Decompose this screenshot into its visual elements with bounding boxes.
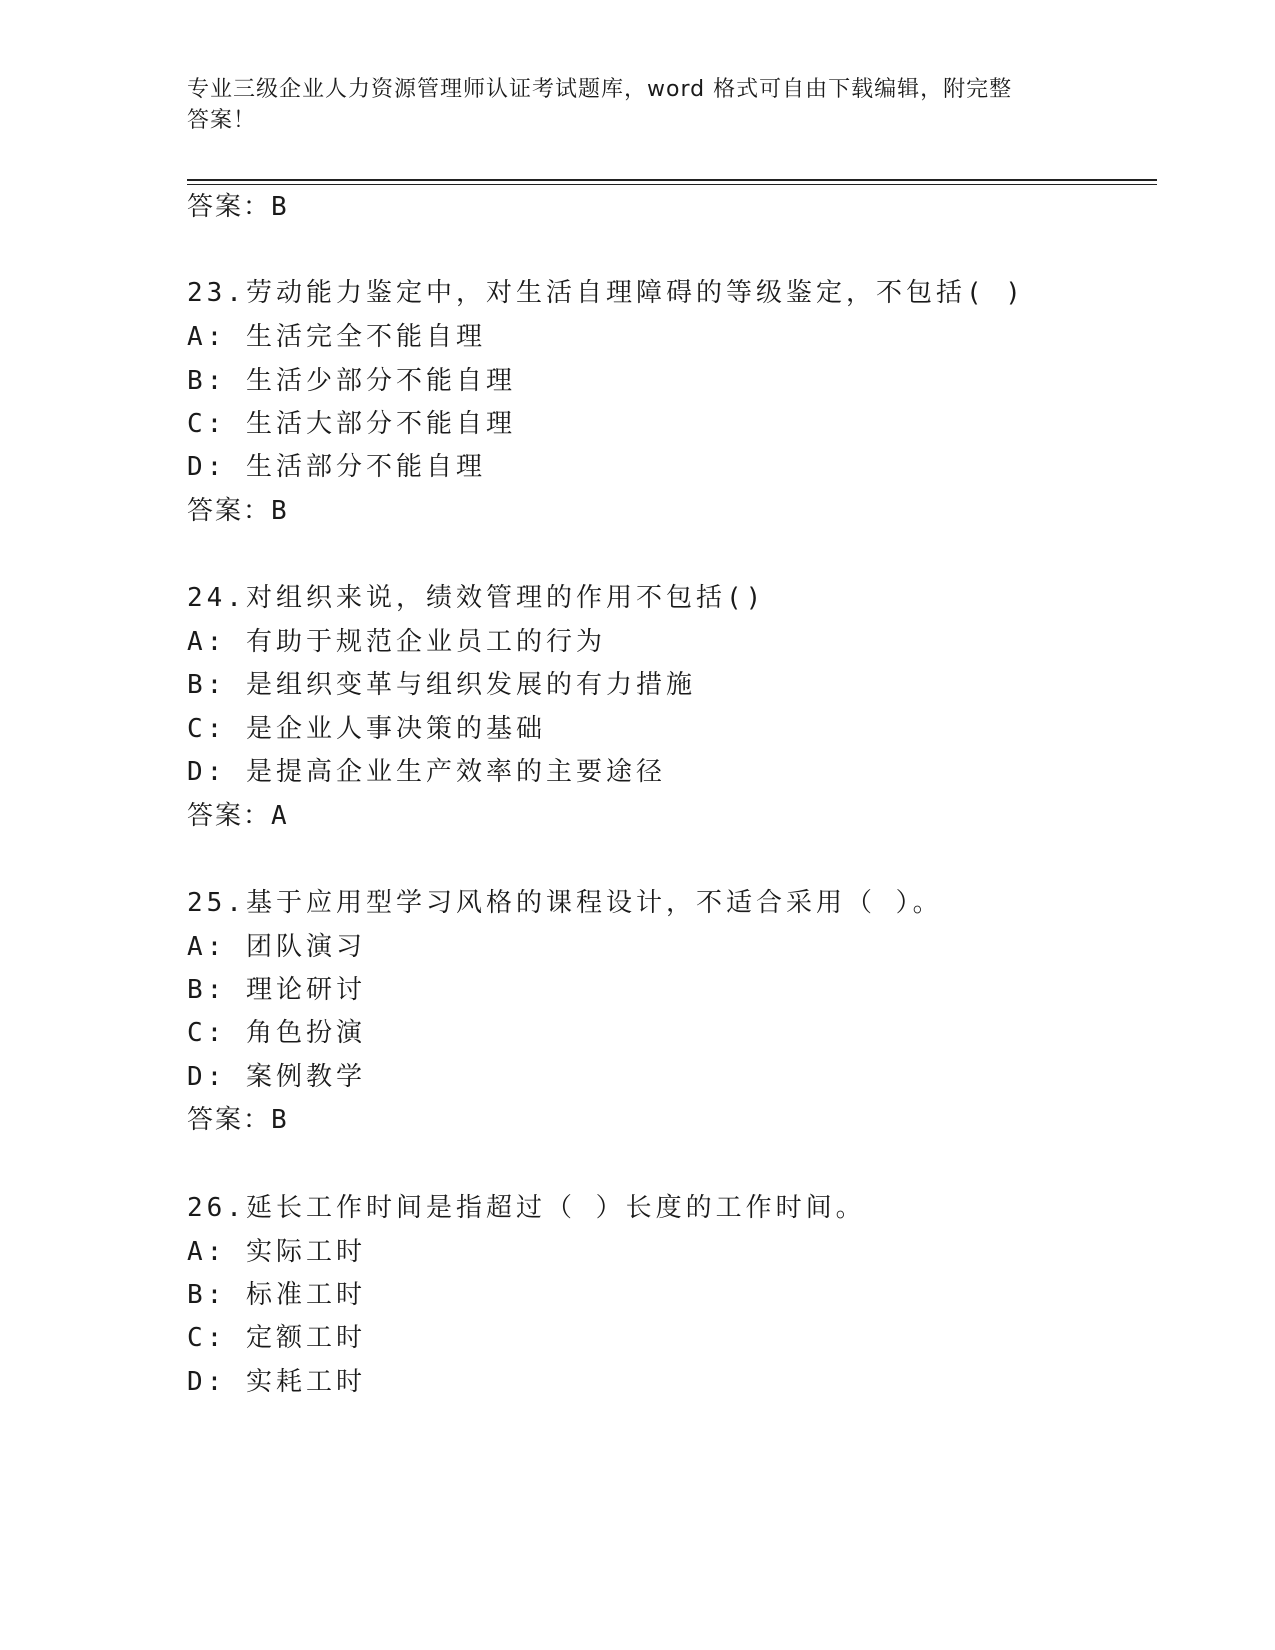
option-25-a: A: 团队演习 (187, 932, 366, 962)
answer-line-25 (187, 1099, 289, 1136)
answer-label: 答案： (187, 496, 272, 526)
header-line-2: 答案！ (187, 108, 257, 133)
document-header (187, 74, 1087, 136)
option-26-d: D: 实耗工时 (187, 1367, 366, 1397)
option-23-d: D: 生活部分不能自理 (187, 452, 486, 482)
question-stem-23: 23.劳动能力鉴定中，对生活自理障碍的等级鉴定，不包括( ) (187, 278, 1025, 308)
answer-line-prev (187, 186, 289, 223)
option-24-b: B: 是组织变革与组织发展的有力措施 (187, 670, 696, 700)
answer-label: 答案： (187, 801, 272, 831)
option-23-c: C: 生活大部分不能自理 (187, 409, 516, 439)
answer-value: B (271, 496, 289, 526)
option-24-d: D: 是提高企业生产效率的主要途径 (187, 757, 666, 787)
header-rule-thick (187, 179, 1157, 181)
option-24-a: A: 有助于规范企业员工的行为 (187, 627, 606, 657)
answer-label: 答案： (187, 192, 272, 222)
question-stem-25: 25.基于应用型学习风格的课程设计，不适合采用（ ）。 (187, 888, 943, 918)
answer-label: 答案： (187, 1105, 272, 1135)
option-25-c: C: 角色扮演 (187, 1018, 366, 1048)
answer-value: B (271, 1105, 289, 1135)
question-stem-26: 26.延长工作时间是指超过（ ）长度的工作时间。 (187, 1193, 866, 1223)
answer-line-24 (187, 795, 289, 832)
header-line-1: 专业三级企业人力资源管理师认证考试题库，word 格式可自由下载编辑，附完整 (187, 77, 1013, 102)
option-26-b: B: 标准工时 (187, 1280, 366, 1310)
option-25-b: B: 理论研讨 (187, 975, 366, 1005)
option-26-c: C: 定额工时 (187, 1323, 366, 1353)
option-24-c: C: 是企业人事决策的基础 (187, 714, 546, 744)
answer-line-23 (187, 490, 289, 527)
option-25-d: D: 案例教学 (187, 1062, 366, 1092)
answer-value: B (271, 192, 289, 222)
header-rule-thin (187, 184, 1157, 185)
question-stem-24: 24.对组织来说，绩效管理的作用不包括() (187, 583, 766, 613)
option-23-a: A: 生活完全不能自理 (187, 322, 486, 352)
answer-value: A (271, 801, 289, 831)
option-26-a: A: 实际工时 (187, 1237, 366, 1267)
option-23-b: B: 生活少部分不能自理 (187, 366, 516, 396)
